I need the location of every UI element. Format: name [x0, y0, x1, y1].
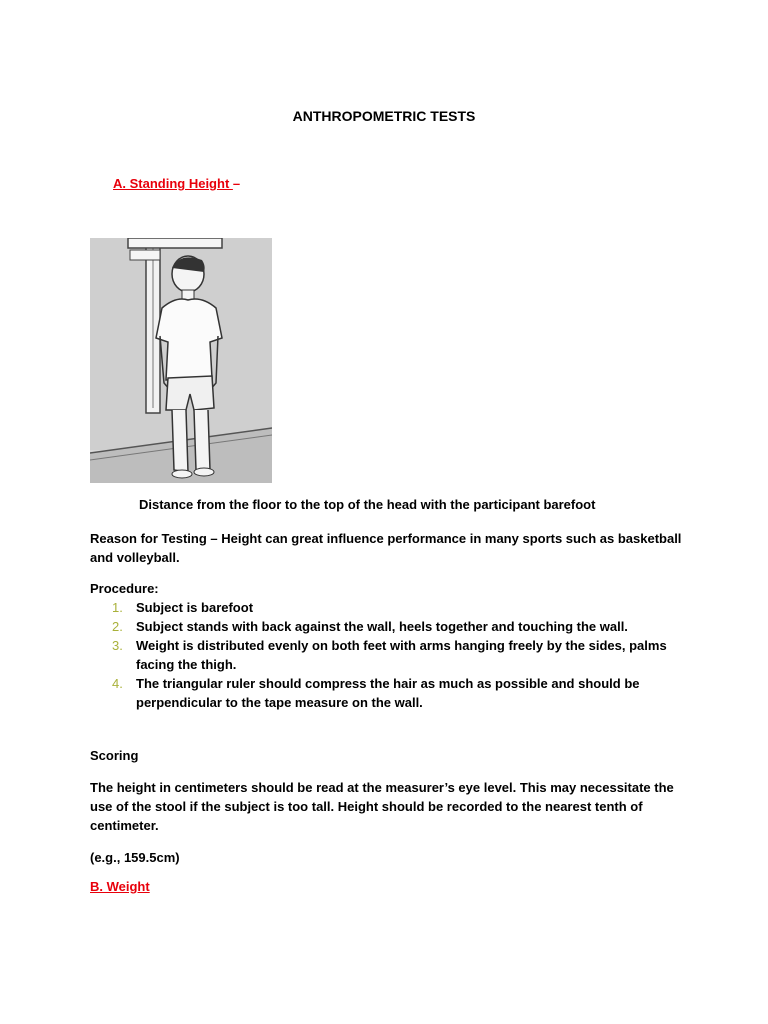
list-text: The triangular ruler should compress the hair as much as possible and should be perpendicular to the tape measure on the wall.	[136, 676, 640, 710]
section-a-dash: –	[232, 176, 241, 191]
list-text: Subject stands with back against the wall, heels together and touching the wall.	[136, 619, 628, 634]
list-number: 2.	[112, 619, 123, 634]
scoring-text: The height in centimeters should be read at the measurer’s eye level. This may necessitate the use of the stool if the subject is too tall. Height should be recorded to the nearest tenth of centimeter.	[90, 780, 674, 833]
standing-height-icon	[90, 238, 272, 483]
scoring-heading: Scoring	[90, 748, 139, 763]
section-b-heading: B. Weight	[90, 879, 150, 894]
reason-for-testing: Reason for Testing – Height can great influence performance in many sports such as basketball and volleyball.	[90, 531, 682, 565]
standing-height-illustration	[90, 238, 272, 483]
section-a-label: A. Standing Height	[113, 176, 233, 191]
list-item	[112, 598, 672, 617]
list-text: Subject is barefoot	[136, 600, 254, 615]
list-number: 1.	[112, 600, 123, 615]
list-number: 4.	[112, 676, 123, 691]
figure-caption: Distance from the floor to the top of the head with the participant barefoot	[139, 497, 596, 512]
list-text: Weight is distributed evenly on both feet with arms hanging freely by the sides, palms facing the thigh.	[136, 638, 667, 672]
list-item	[112, 617, 672, 636]
document-title: ANTHROPOMETRIC TESTS	[292, 108, 476, 124]
list-item	[112, 636, 672, 674]
list-item	[112, 674, 672, 712]
procedure-heading: Procedure:	[90, 581, 159, 596]
procedure-list	[112, 598, 672, 712]
section-a-heading	[113, 176, 240, 191]
scoring-example: (e.g., 159.5cm)	[90, 850, 180, 865]
list-number: 3.	[112, 638, 123, 653]
